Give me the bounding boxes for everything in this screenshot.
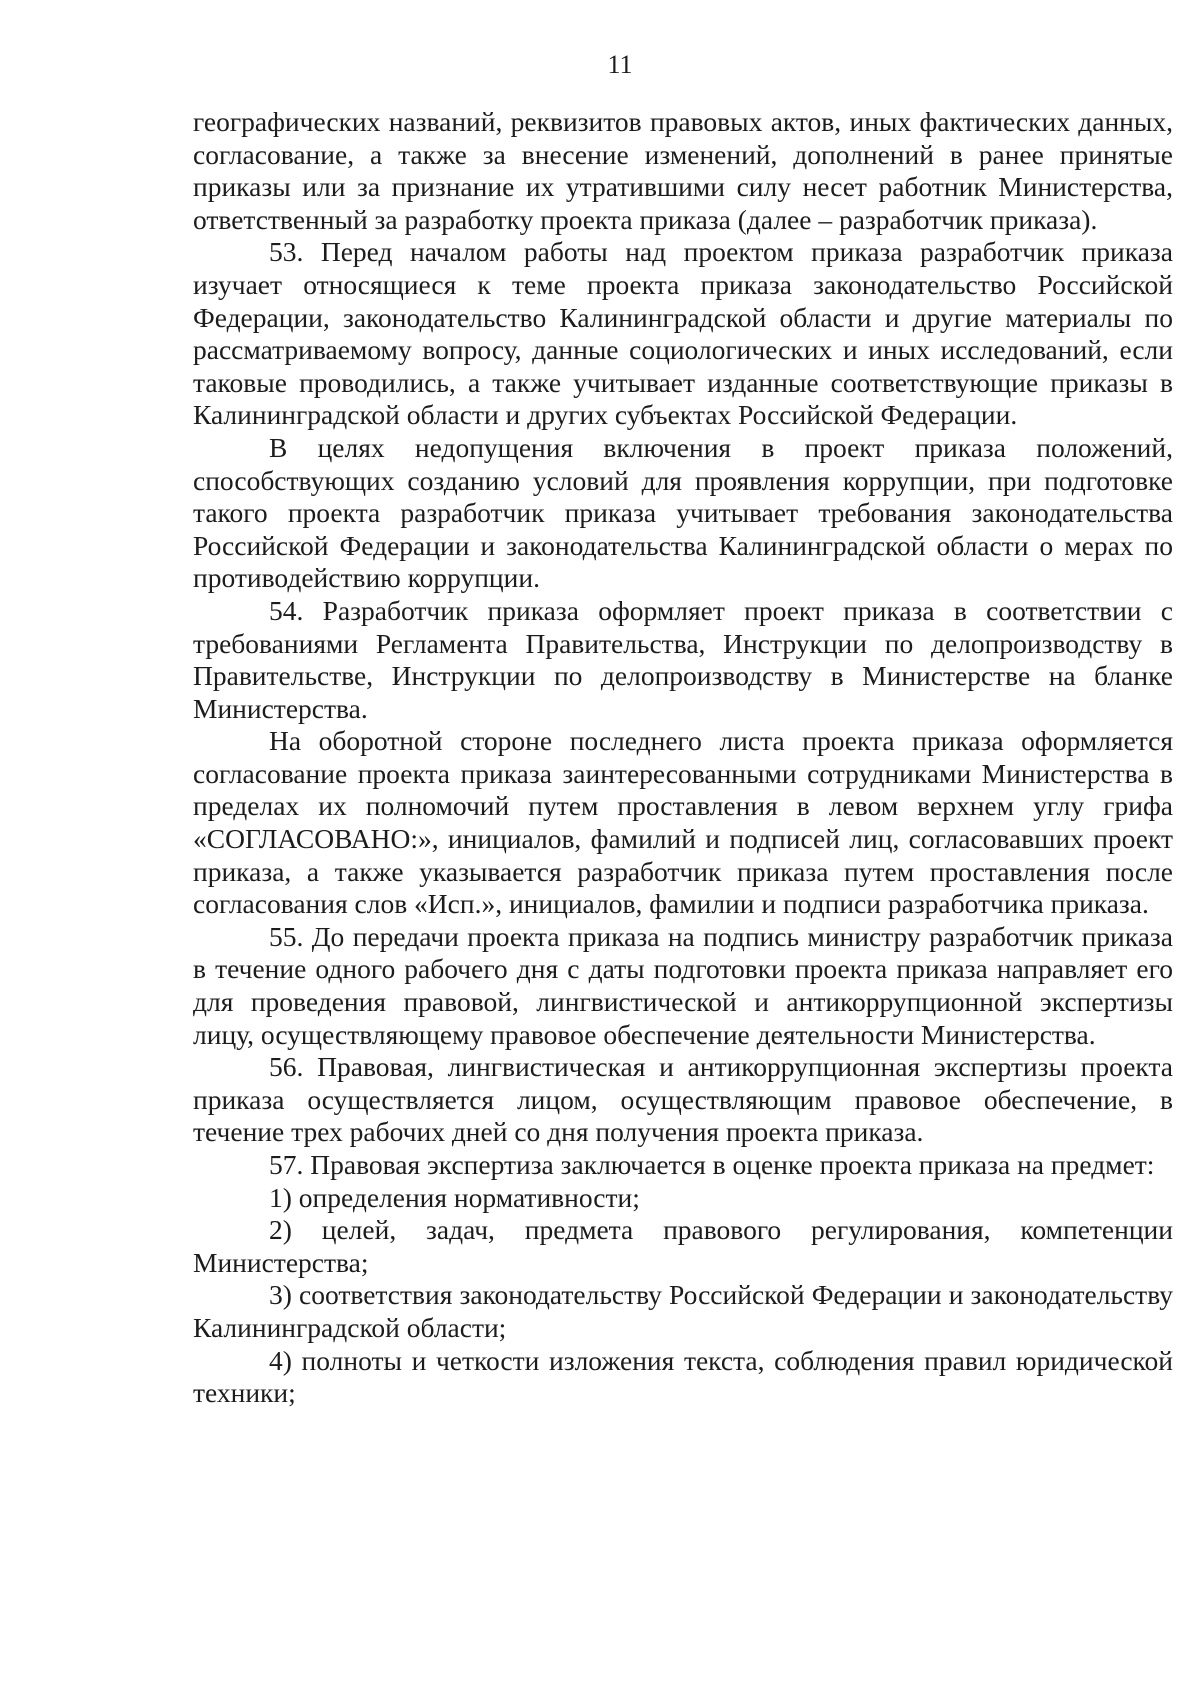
list-item-4: 4) полноты и четкости изложения текста, соблюдения правил юридической техники; [193, 1344, 1173, 1409]
page-number: 11 [607, 50, 633, 79]
list-item-3: 3) соответствия законодательству Российской Федерации и законодательству Калининградской области; [193, 1279, 1173, 1343]
paragraph-corruption: В целях недопущения включения в проект приказа положений, способствующих созданию условий для проявления коррупции, при подготовке такого проекта разработчик приказа учитывает требования законодательства Российской Федерации и законодательства Калининградской области о мерах по противодействию коррупции. [193, 431, 1173, 594]
list-item-2: 2) целей, задач, предмета правового регулирования, компетенции Министерства; [193, 1214, 1173, 1278]
paragraph-approval: На оборотной стороне последнего листа проекта приказа оформляется согласование проекта приказа заинтересованными сотрудниками Министерства в пределах их полномочий путем проставления в левом верхнем углу грифа «СОГЛАСОВАНО:», инициалов, фамилий и подписей лиц, согласовавших проект приказа, а также указывается разработчик приказа путем проставления после согласования слов «Исп.», инициалов, фамилии и подписи разработчика приказа. [193, 725, 1173, 920]
paragraph-57: 57. Правовая экспертиза заключается в оценке проекта приказа на предмет: [269, 1149, 1155, 1180]
paragraph-55: 55. До передачи проекта приказа на подпись министру разработчик приказа в течение одного рабочего дня с даты подготовки проекта приказа направляет его для проведения правовой, лингвистической и антикоррупционной экспертизы лицу, осуществляющему правовое обеспечение деятельности Министерства. [193, 920, 1173, 1050]
document-body [193, 106, 1173, 1410]
list-item-1: 1) определения нормативности; [269, 1181, 640, 1213]
paragraph-56: 56. Правовая, лингвистическая и антикоррупционная экспертизы проекта приказа осуществляется лицом, осуществляющим правовое обеспечение, в течение трех рабочих дней со дня получения проекта приказа. [193, 1051, 1173, 1148]
paragraph-54: 54. Разработчик приказа оформляет проект приказа в соответствии с требованиями Регламента Правительства, Инструкции по делопроизводству в Правительстве, Инструкции по делопроизводству в Министерстве на бланке Министерства. [193, 594, 1173, 724]
paragraph-53: 53. Перед началом работы над проектом приказа разработчик приказа изучает относящиеся к теме проекта приказа законодательство Российской Федерации, законодательство Калининградской области и другие материалы по рассматриваемому вопросу, данные социологических и иных исследований, если таковые проводились, а также учитывает изданные соответствующие приказы в Калининградской области и других субъектах Российской Федерации. [193, 236, 1173, 431]
paragraph-continuation: географических названий, реквизитов правовых актов, иных фактических данных, согласование, а также за внесение изменений, дополнений в ранее принятые приказы или за признание их утратившими силу несет работник Министерства, ответственный за разработку проекта приказа (далее – разработчик приказа). [193, 106, 1173, 235]
